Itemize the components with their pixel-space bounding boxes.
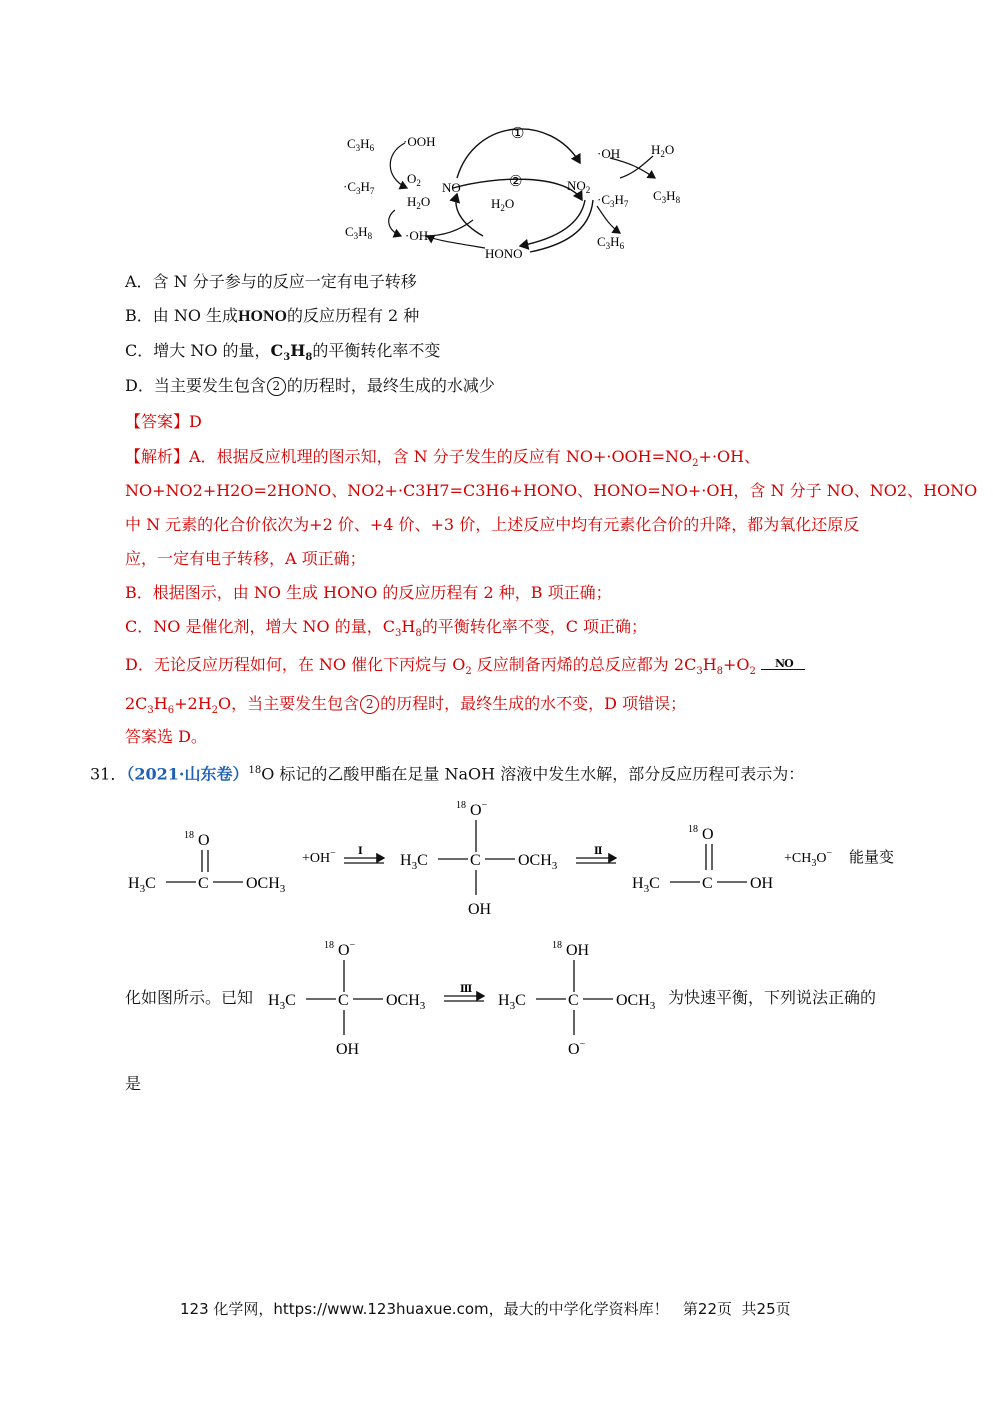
svg-text:18: 18 bbox=[184, 830, 194, 841]
analysis-line-3: 中 N 元素的化合价依次为+2 价、+4 价、+3 价，上述反应中均有元素化合价的升降，都为氧化还原反 bbox=[125, 515, 860, 534]
svg-text:C: C bbox=[568, 992, 579, 1009]
no-label: NO bbox=[442, 180, 461, 195]
svg-text:O−: O− bbox=[470, 800, 488, 819]
svg-text:O: O bbox=[198, 832, 210, 849]
c3h8-right-label: $C_3H_8$ bbox=[653, 188, 681, 205]
option-c-c3h8: $C_3H_8$ bbox=[270, 341, 313, 364]
svg-text:OCH3: $OCH_3$ bbox=[616, 992, 656, 1012]
analysis-line-6: C．NO 是催化剂，增大 NO 的量，$C_3H_8$的平衡转化率不变，C 项正确； bbox=[125, 617, 648, 640]
c3h6-top-label: $C_3H_6$ bbox=[347, 136, 375, 153]
analysis-line-4: 应，一定有电子转移，A 项正确； bbox=[125, 549, 366, 568]
svg-text:H3C: $H_3C$ bbox=[268, 992, 296, 1012]
svg-text:H3C: $H_3C$ bbox=[400, 852, 428, 872]
circled-2: 2 bbox=[267, 377, 286, 396]
analysis-line-9: 答案选 D。 bbox=[125, 727, 207, 746]
arrow-i-label: Ⅰ bbox=[358, 846, 363, 857]
svg-text:OH: OH bbox=[750, 875, 774, 892]
analysis-line-8: $2C_3H_6+2H_2O$，当主要发生包含 2 的历程时，最终生成的水不变，D 项错误； bbox=[125, 694, 687, 717]
svg-text:OCH3: $OCH_3$ bbox=[386, 992, 426, 1012]
c3h7-label: $\cdot C_3H_7$ bbox=[343, 179, 375, 196]
h2o-mid-label: $H_2O$ bbox=[491, 196, 515, 213]
plus-ch3o-text: $+CH_3O^-$ bbox=[784, 848, 833, 869]
oh-right-label: ·OH bbox=[597, 146, 621, 161]
analysis-line-7: D．无论反应历程如何，在 NO 催化下丙烷与 $O_2$ 反应制备丙烯的总反应都为 $2C_3H_8+O_2$ NO bbox=[125, 654, 807, 683]
hono-label: HONO bbox=[485, 246, 523, 261]
h2o-right-label: $H_2O$ bbox=[651, 142, 675, 159]
svg-text:H3C: $H_3C$ bbox=[632, 875, 660, 895]
energy-text: 能量变 bbox=[849, 850, 895, 866]
svg-text:O: O bbox=[702, 826, 714, 843]
question-31-line3: 是 bbox=[125, 1074, 142, 1093]
svg-text:OCH3: $OCH_3$ bbox=[518, 852, 558, 872]
analysis-line-1: 【解析】A．根据反应机理的图示知，含 N 分子发生的反应有 $NO+\cdot OOH=NO_2+\cdot OH$、 bbox=[125, 447, 761, 470]
svg-text:OH: OH bbox=[336, 1041, 360, 1058]
svg-text:H3C: $H_3C$ bbox=[498, 992, 526, 1012]
svg-text:18: 18 bbox=[688, 824, 698, 835]
svg-text:OCH3: $OCH_3$ bbox=[246, 875, 286, 895]
step2-label: ② bbox=[509, 174, 523, 190]
svg-text:OH: OH bbox=[566, 942, 590, 959]
oh-left-label: ·OH bbox=[405, 228, 429, 243]
o2-label: $O_2$ bbox=[407, 171, 421, 188]
svg-text:O−: O− bbox=[568, 1039, 586, 1058]
circled-2-analysis: 2 bbox=[360, 695, 379, 714]
svg-text:O−: O− bbox=[338, 940, 356, 959]
fast-equilibrium-scheme bbox=[262, 930, 692, 1065]
option-c[interactable]: C．增大 NO 的量，$C_3H_8$的平衡转化率不变 bbox=[125, 341, 441, 364]
svg-text:C: C bbox=[338, 992, 349, 1009]
catalyst-arrow: NO bbox=[761, 657, 807, 675]
arrow-ii-label: Ⅱ bbox=[594, 846, 603, 857]
svg-text:H3C: $H_3C$ bbox=[128, 875, 156, 895]
svg-text:18: 18 bbox=[324, 940, 334, 951]
answer: 【答案】D bbox=[125, 412, 202, 431]
option-b-hono: HONO bbox=[238, 308, 287, 325]
svg-text:18: 18 bbox=[552, 940, 562, 951]
svg-text:C: C bbox=[470, 852, 481, 869]
analysis-line-2: NO+NO2+H2O=2HONO、NO2+·C3H7=C3H6+HONO、HONO=NO+·OH，含 N 分子 NO、NO2、HONO bbox=[125, 481, 978, 500]
option-a[interactable]: A．含 N 分子参与的反应一定有电子转移 bbox=[125, 272, 417, 291]
no2-label: $NO_2$ bbox=[567, 178, 591, 195]
page-footer: 123 化学网，https://www.123huaxue.com，最大的中学化学资料库！ 第22页 共25页 bbox=[180, 1300, 791, 1318]
ester-hydrolysis-scheme bbox=[120, 790, 910, 930]
svg-text:C: C bbox=[198, 875, 209, 892]
step1-label: ① bbox=[511, 126, 525, 142]
reaction-mechanism-diagram bbox=[335, 118, 695, 268]
ooh-label: ·OOH bbox=[403, 134, 436, 149]
question-31-line2-pre: 化如图所示。已知 bbox=[125, 988, 254, 1007]
question-31-line2-post: 为快速平衡，下列说法正确的 bbox=[668, 988, 877, 1007]
svg-text:18: 18 bbox=[456, 800, 466, 811]
c3h6-right-label: $C_3H_6$ bbox=[597, 234, 625, 251]
svg-text:C: C bbox=[702, 875, 713, 892]
svg-text:OH: OH bbox=[468, 901, 492, 918]
c3h8-left-label: $C_3H_8$ bbox=[345, 224, 373, 241]
arrow-iii-label: Ⅲ bbox=[460, 984, 473, 995]
option-d[interactable]: D．当主要发生包含 2 的历程时，最终生成的水减少 bbox=[125, 376, 495, 395]
plus-oh-text: +OH− bbox=[302, 848, 336, 866]
question-31-header: 31．（2021·山东卷）$^{18}$O 标记的乙酸甲酯在足量 NaOH 溶液中发生水解，部分反应历程可表示为： bbox=[90, 764, 805, 784]
c3h7-right-label: $\cdot C_3H_7$ bbox=[597, 192, 629, 209]
h2o-left-label: $H_2O$ bbox=[407, 194, 431, 211]
option-b[interactable]: B．由 NO 生成HONO的反应历程有 2 种 bbox=[125, 306, 420, 325]
analysis-line-5: B．根据图示，由 NO 生成 HONO 的反应历程有 2 种，B 项正确； bbox=[125, 583, 612, 602]
